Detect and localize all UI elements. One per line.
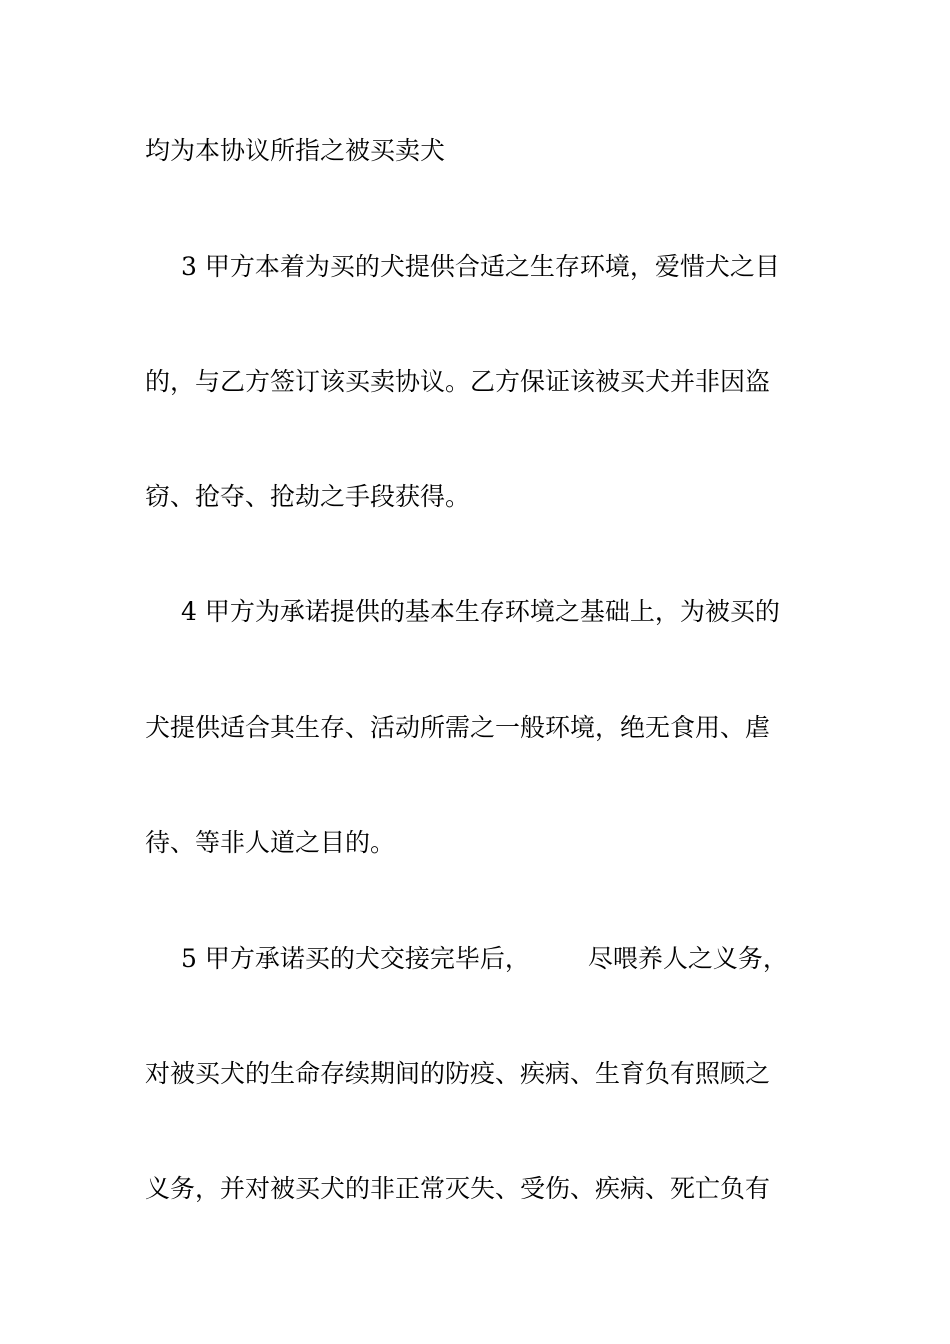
clause-3-line-3: 窃、抢夺、抢劫之手段获得。 bbox=[145, 482, 471, 511]
clause-3-line-1: 3 甲方本着为买的犬提供合适之生存环境，爱惜犬之目 bbox=[181, 252, 780, 281]
clause-5-line-1 bbox=[181, 944, 841, 974]
clause-4-line-3: 待、等非人道之目的。 bbox=[145, 828, 396, 857]
clause-5-line-1-part-a: 5 甲方承诺买的犬交接完毕后， bbox=[181, 944, 530, 973]
text-line-1: 均为本协议所指之被买卖犬 bbox=[145, 136, 446, 165]
clause-4-line-1: 4 甲方为承诺提供的基本生存环境之基础上，为被买的 bbox=[181, 597, 780, 626]
clause-5-line-2: 对被买犬的生命存续期间的防疫、疾病、生育负有照顾之 bbox=[145, 1059, 771, 1088]
clause-5-line-3: 义务，并对被买犬的非正常灭失、受伤、疾病、死亡负有 bbox=[145, 1174, 771, 1203]
clause-5-line-1-part-b: 尽喂养人之义务， bbox=[587, 944, 788, 973]
clause-3-line-2: 的，与乙方签订该买卖协议。乙方保证该被买犬并非因盗 bbox=[145, 367, 771, 396]
clause-4-line-2: 犬提供适合其生存、活动所需之一般环境，绝无食用、虐 bbox=[145, 713, 771, 742]
